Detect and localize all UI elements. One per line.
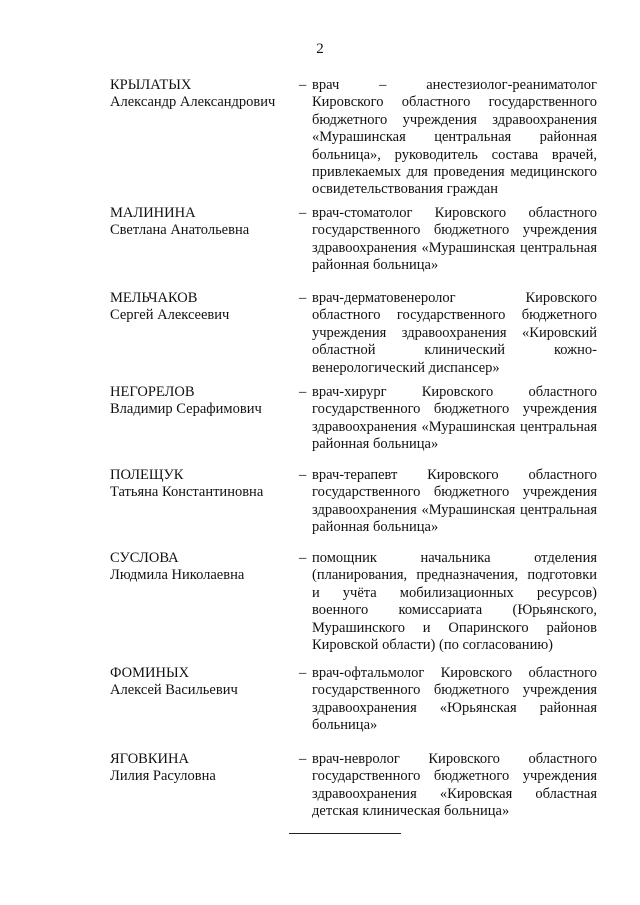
member-given-names: Александр Александрович xyxy=(110,94,276,111)
member-surname: СУСЛОВА xyxy=(110,550,179,566)
member-surname: ФОМИНЫХ xyxy=(110,665,190,681)
end-of-list-rule xyxy=(289,833,401,834)
member-position: врач – анестезиолог-реаниматолог Кировского областного государственного бюджетного учреждения здравоохранения «Мурашинская центральная районная больница», руководитель состава врачей, привлекаемых для проведения медицинского освидетельствования граждан xyxy=(312,77,597,198)
member-entry xyxy=(0,550,640,680)
member-position: врач-стоматолог Кировского областного государственного бюджетного учреждения здравоохранения «Мурашинская центральная районная больница» xyxy=(312,205,597,274)
member-name xyxy=(110,205,300,240)
member-name xyxy=(110,467,300,502)
member-surname: ЯГОВКИНА xyxy=(110,751,189,767)
member-surname: НЕГОРЕЛОВ xyxy=(110,384,195,400)
page-number: 2 xyxy=(316,41,324,57)
list-dash: – xyxy=(299,467,307,483)
member-position: врач-невролог Кировского областного государственного бюджетного учреждения здравоохранения «Кировская областная детская клиническая больница» xyxy=(312,751,597,820)
member-given-names: Лилия Расуловна xyxy=(110,768,216,785)
member-given-names: Алексей Васильевич xyxy=(110,682,238,699)
list-dash: – xyxy=(299,77,307,93)
member-name xyxy=(110,665,300,700)
member-name xyxy=(110,550,300,585)
member-given-names: Владимир Серафимович xyxy=(110,401,262,418)
member-entry xyxy=(0,751,640,881)
member-given-names: Татьяна Константиновна xyxy=(110,484,264,501)
list-dash: – xyxy=(299,384,307,400)
member-name xyxy=(110,77,300,112)
list-dash: – xyxy=(299,550,307,566)
list-dash: – xyxy=(299,665,307,681)
member-entry xyxy=(0,77,640,207)
member-surname: КРЫЛАТЫХ xyxy=(110,77,192,93)
member-given-names: Сергей Алексеевич xyxy=(110,307,230,324)
member-surname: МАЛИНИНА xyxy=(110,205,196,221)
member-position: врач-офтальмолог Кировского областного государственного бюджетного учреждения здравоохранения «Юрьянская районная больница» xyxy=(312,665,597,734)
member-surname: ПОЛЕЩУК xyxy=(110,467,184,483)
member-given-names: Светлана Анатольевна xyxy=(110,222,250,239)
list-dash: – xyxy=(299,205,307,221)
member-name xyxy=(110,384,300,419)
member-position: помощник начальника отделения (планирования, предназначения, подготовки и учёта мобилизационных ресурсов) военного комиссариата (Юрьянского, Мурашинского и Опаринского районов Кировской области) (по согласованию) xyxy=(312,550,597,654)
member-name xyxy=(110,751,300,786)
member-surname: МЕЛЬЧАКОВ xyxy=(110,290,198,306)
member-position: врач-хирург Кировского областного государственного бюджетного учреждения здравоохранения «Мурашинская центральная районная больница» xyxy=(312,384,597,453)
member-name xyxy=(110,290,300,325)
list-dash: – xyxy=(299,290,307,306)
member-position: врач-дерматовенеролог Кировского областного государственного бюджетного учреждения здравоохранения «Кировский областной клинический кожно-венерологический диспансер» xyxy=(312,290,597,376)
list-dash: – xyxy=(299,751,307,767)
member-given-names: Людмила Николаевна xyxy=(110,567,245,584)
member-position: врач-терапевт Кировского областного государственного бюджетного учреждения здравоохранения «Мурашинская центральная районная больница» xyxy=(312,467,597,536)
